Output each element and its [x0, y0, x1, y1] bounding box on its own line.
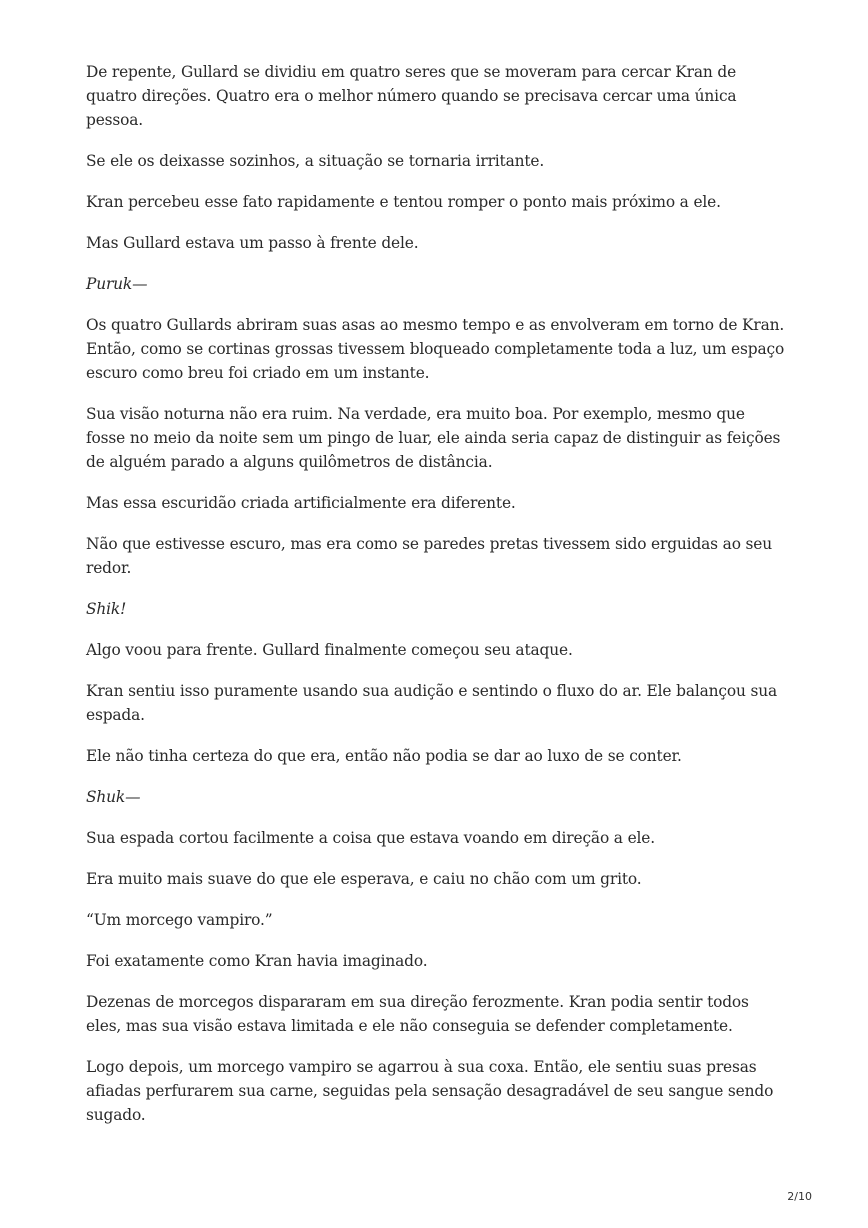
sound-effect-paragraph: Shuk—	[86, 788, 141, 806]
paragraph: Mas essa escuridão criada artificialmente era diferente.	[86, 494, 516, 512]
paragraph: Algo voou para frente. Gullard finalmente começou seu ataque.	[86, 641, 573, 659]
page-body	[86, 60, 786, 1144]
paragraph: Sua visão noturna não era ruim. Na verdade, era muito boa. Por exemplo, mesmo que fosse no meio da noite sem um pingo de luar, ele ainda seria capaz de distinguir as feições de alguém parado a alguns quilômetros de distância.	[86, 405, 781, 471]
paragraph: Kran percebeu esse fato rapidamente e tentou romper o ponto mais próximo a ele.	[86, 193, 721, 211]
paragraph: Era muito mais suave do que ele esperava, e caiu no chão com um grito.	[86, 870, 642, 888]
paragraph: Os quatro Gullards abriram suas asas ao mesmo tempo e as envolveram em torno de Kran. Então, como se cortinas grossas tivessem bloqueado completamente toda a luz, um espaço escuro como breu foi criado em um instante.	[86, 316, 785, 382]
sound-effect-paragraph: Puruk—	[86, 275, 148, 293]
paragraph: Mas Gullard estava um passo à frente dele.	[86, 234, 419, 252]
page-number: 2/10	[787, 1190, 812, 1203]
paragraph: De repente, Gullard se dividiu em quatro seres que se moveram para cercar Kran de quatro direções. Quatro era o melhor número quando se precisava cercar uma única pessoa.	[86, 63, 737, 129]
paragraph: Se ele os deixasse sozinhos, a situação se tornaria irritante.	[86, 152, 545, 170]
paragraph: Sua espada cortou facilmente a coisa que estava voando em direção a ele.	[86, 829, 655, 847]
paragraph: Não que estivesse escuro, mas era como se paredes pretas tivessem sido erguidas ao seu redor.	[86, 535, 773, 577]
paragraph: Ele não tinha certeza do que era, então não podia se dar ao luxo de se conter.	[86, 747, 682, 765]
paragraph: Dezenas de morcegos dispararam em sua direção ferozmente. Kran podia sentir todos eles, mas sua visão estava limitada e ele não conseguia se defender completamente.	[86, 993, 749, 1035]
paragraph: Logo depois, um morcego vampiro se agarrou à sua coxa. Então, ele sentiu suas presas afiadas perfurarem sua carne, seguidas pela sensação desagradável de seu sangue sendo sugado.	[86, 1058, 774, 1124]
paragraph: Kran sentiu isso puramente usando sua audição e sentindo o fluxo do ar. Ele balançou sua espada.	[86, 682, 778, 724]
dialogue-paragraph: “Um morcego vampiro.”	[86, 911, 273, 929]
sound-effect-paragraph: Shik!	[86, 600, 127, 618]
paragraph: Foi exatamente como Kran havia imaginado.	[86, 952, 428, 970]
